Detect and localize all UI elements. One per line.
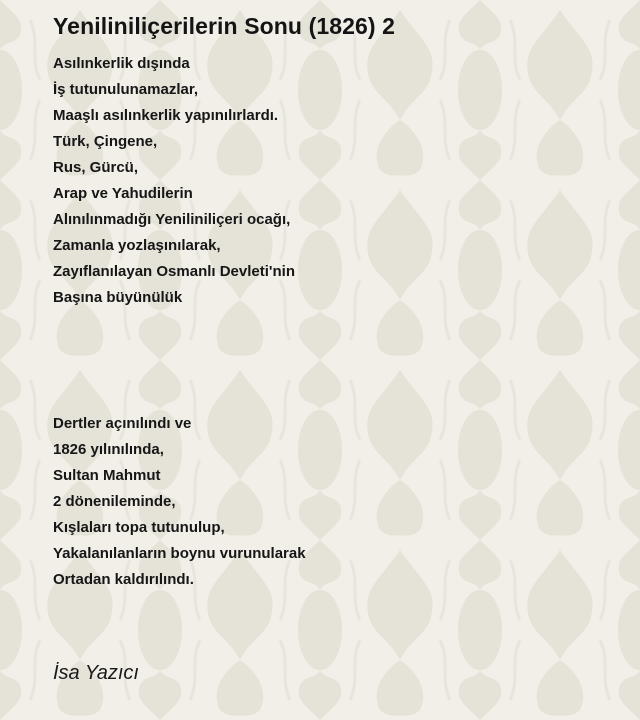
verse-line: Ortadan kaldırılındı. xyxy=(53,571,194,588)
stanza-1 xyxy=(53,51,295,311)
verse-line: Maaşlı asılınkerlik yapınılırlardı. xyxy=(53,107,279,124)
verse-line: Kışlaları topa tutunulup, xyxy=(53,519,225,536)
verse-line: Başına büyünülük xyxy=(53,289,183,306)
verse-line: Rus, Gürcü, xyxy=(53,159,139,176)
verse-line: İş tutunulunamazlar, xyxy=(53,81,199,98)
poem-author: İsa Yazıcı xyxy=(53,662,139,684)
verse-line: Arap ve Yahudilerin xyxy=(53,185,193,202)
verse-line: Yakalanılanların boynu vurunularak xyxy=(53,545,306,562)
verse-line: Dertler açınılındı ve xyxy=(53,415,192,432)
verse-line: Alınılınmadığı Yeniliniliçeri ocağı, xyxy=(53,211,291,228)
stanza-2 xyxy=(53,411,306,593)
verse-line: Sultan Mahmut xyxy=(53,467,161,484)
verse-line: 2 dönenileminde, xyxy=(53,493,176,510)
verse-line: Zamanla yozlaşınılarak, xyxy=(53,237,221,254)
verse-line: Zayıflanılayan Osmanlı Devleti'nin xyxy=(53,263,295,280)
verse-line: 1826 yılınılında, xyxy=(53,441,164,458)
verse-line: Türk, Çingene, xyxy=(53,133,158,150)
verse-line: Asılınkerlik dışında xyxy=(53,55,190,72)
poem-title: Yeniliniliçerilerin Sonu (1826) 2 xyxy=(53,13,396,39)
